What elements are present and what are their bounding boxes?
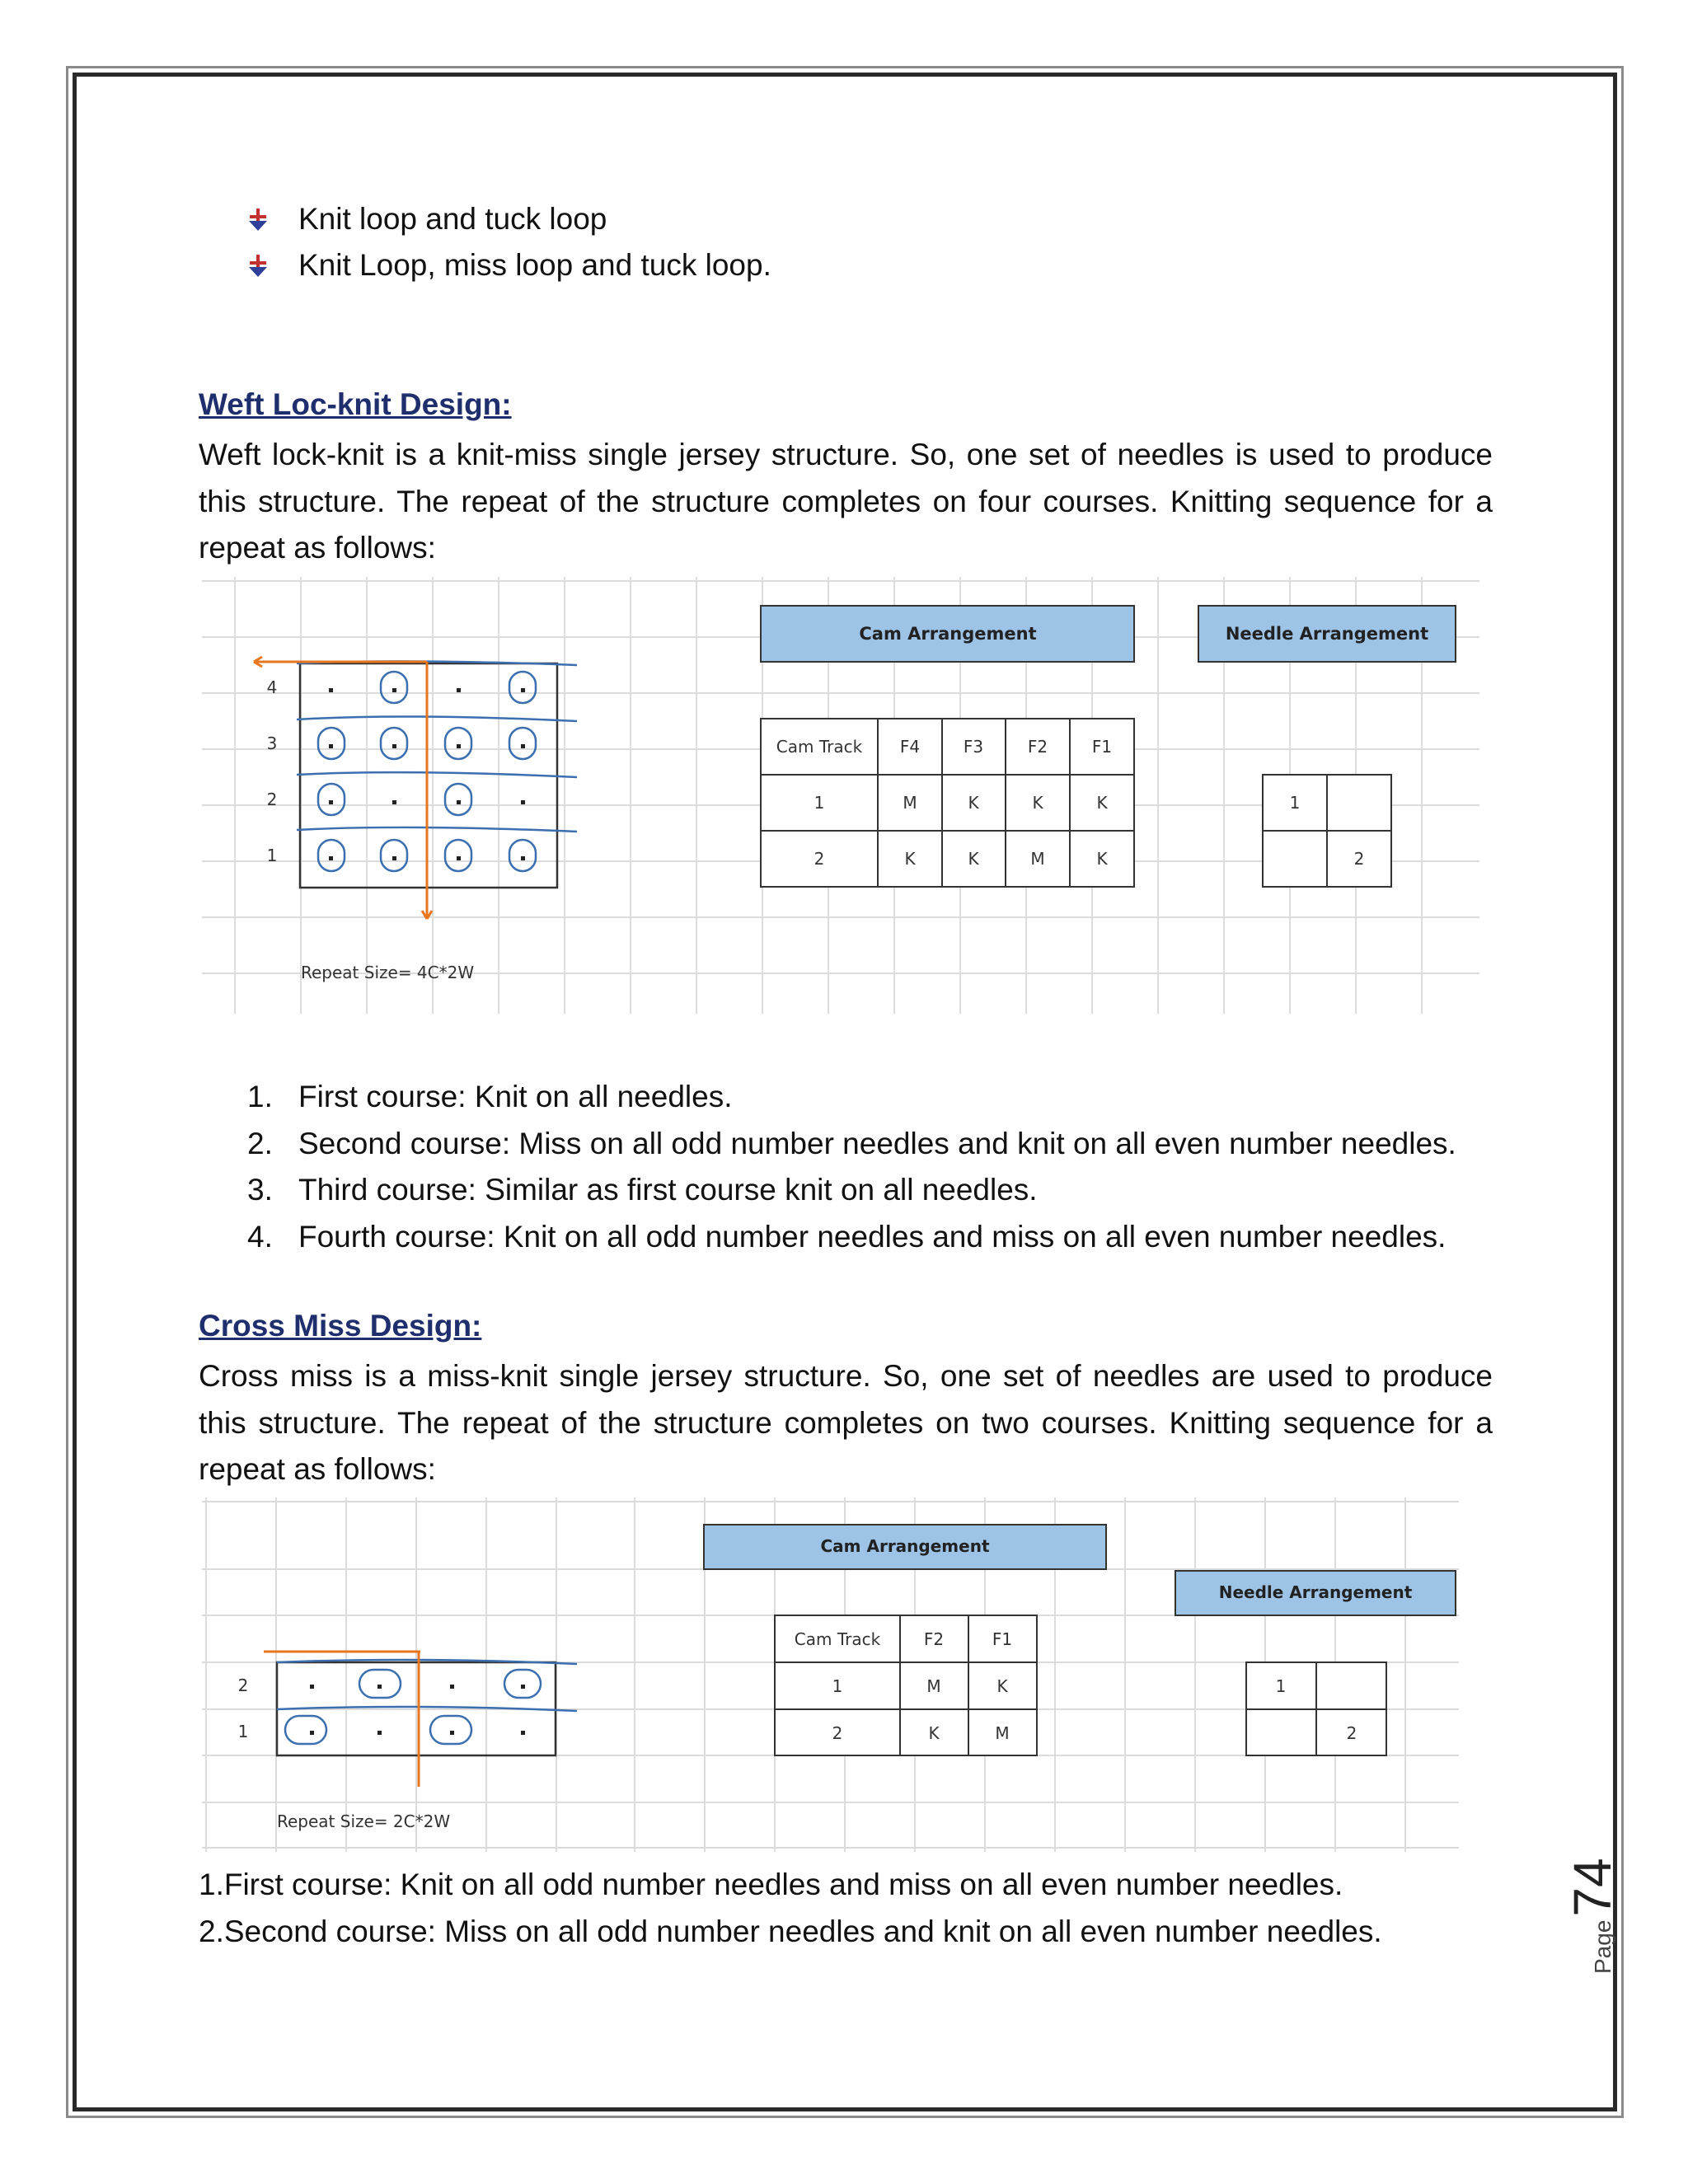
cam-header-cell: F2 (923, 1629, 945, 1649)
cam-header-cell: Cam Track (794, 1629, 881, 1649)
list-text: First course: Knit on all needles. (298, 1080, 733, 1113)
list-item: 1.First course: Knit on all odd number needles and miss on all even number needles. (199, 1868, 1343, 1901)
weft-repeat-size: Repeat Size= 4C*2W (301, 963, 475, 982)
needle-label: 2 (1353, 849, 1365, 869)
list-text: Third course: Similar as first course knit on all needles. (298, 1173, 1038, 1207)
needle-label: 1 (1275, 1676, 1287, 1696)
cross-steps (199, 1862, 1382, 1955)
course-label: 1 (237, 1722, 249, 1741)
list-item (247, 1121, 1456, 1168)
cam-cell: K (928, 1723, 940, 1743)
list-number: 1. (247, 1080, 273, 1113)
weft-needle-table (1263, 775, 1391, 887)
needle-label: 1 (1289, 793, 1301, 813)
down-arrow-bullet-icon (247, 253, 298, 278)
cam-cell: M (926, 1676, 941, 1696)
bullet-text: Knit Loop, miss loop and tuck loop. (298, 248, 771, 282)
bullet-text: Knit loop and tuck loop (298, 202, 607, 236)
course-label: 3 (266, 733, 278, 753)
list-number: 3. (247, 1173, 273, 1207)
weft-course-labels (267, 677, 278, 865)
list-text: Fourth course: Knit on all odd number needles and miss on all even number needles. (298, 1219, 1447, 1254)
cross-course-threads (277, 1660, 577, 1711)
bullet-item (247, 196, 771, 242)
cam-cell: M (1030, 849, 1045, 869)
cam-cell: 1 (832, 1676, 843, 1696)
weft-cam-title: Cam Arrangement (859, 624, 1037, 644)
cross-needle-table (1246, 1662, 1386, 1755)
list-item (247, 1167, 1456, 1214)
cam-cell: M (903, 793, 917, 813)
cam-cell: 1 (814, 793, 825, 813)
cam-cell: M (995, 1723, 1010, 1743)
cam-cell: K (1096, 793, 1108, 813)
list-item: 2.Second course: Miss on all odd number needles and knit on all even number needles. (199, 1914, 1382, 1948)
course-label: 2 (237, 1675, 249, 1695)
cross-intro-paragraph: Cross miss is a miss-knit single jersey structure. So, one set of needles are used to produce this structure. The repeat of the structure completes on two courses. Knitting sequence for a repeat as follows: (199, 1359, 1493, 1486)
list-text: Second course: Miss on all odd number needles and knit on all even number needles. (298, 1126, 1456, 1160)
cam-cell: 2 (832, 1723, 843, 1743)
cross-repeat-lines (264, 1652, 420, 1787)
weft-diagram (198, 573, 1484, 1018)
bullet-list (247, 196, 771, 288)
cross-section-title: Cross Miss Design: (199, 1309, 482, 1343)
cam-header-cell: F1 (1091, 737, 1113, 757)
cam-cell: K (968, 849, 979, 869)
page-label: Page (1590, 1919, 1615, 1974)
course-label: 1 (266, 846, 278, 865)
weft-section-title: Weft Loc-knit Design: (199, 387, 512, 421)
bullet-item (247, 242, 771, 288)
cam-cell: 2 (814, 849, 825, 869)
list-number: 4. (247, 1219, 273, 1254)
cam-cell: K (968, 793, 979, 813)
down-arrow-bullet-icon (247, 207, 298, 232)
cam-cell: K (1032, 793, 1043, 813)
cross-diagram (198, 1493, 1484, 1856)
cam-header-cell: F4 (899, 737, 921, 757)
cam-cell: K (904, 849, 916, 869)
list-item (247, 1214, 1456, 1261)
cam-header-cell: F3 (963, 737, 984, 757)
page-number: 74 (1563, 1858, 1622, 1917)
needle-label: 2 (1346, 1723, 1357, 1743)
weft-needle-title: Needle Arrangement (1225, 624, 1429, 644)
cam-header-cell: F2 (1027, 737, 1048, 757)
cam-cell: K (1096, 849, 1108, 869)
cam-header-cell: F1 (992, 1629, 1013, 1649)
cross-repeat-size: Repeat Size= 2C*2W (277, 1811, 451, 1831)
list-number: 2. (247, 1126, 273, 1160)
cam-header-cell: Cam Track (776, 737, 863, 757)
cross-needle-title: Needle Arrangement (1218, 1582, 1413, 1602)
weft-steps-list (247, 1074, 1456, 1260)
list-item (247, 1074, 1456, 1121)
cam-cell: K (996, 1676, 1008, 1696)
cross-cam-title: Cam Arrangement (820, 1536, 990, 1556)
course-label: 4 (266, 677, 278, 697)
course-label: 2 (266, 790, 278, 809)
weft-intro-paragraph: Weft lock-knit is a knit-miss single jersey structure. So, one set of needles is used to produce this structure. The repeat of the structure completes on four courses. Knitting sequence for a repeat as follows: (199, 438, 1493, 565)
